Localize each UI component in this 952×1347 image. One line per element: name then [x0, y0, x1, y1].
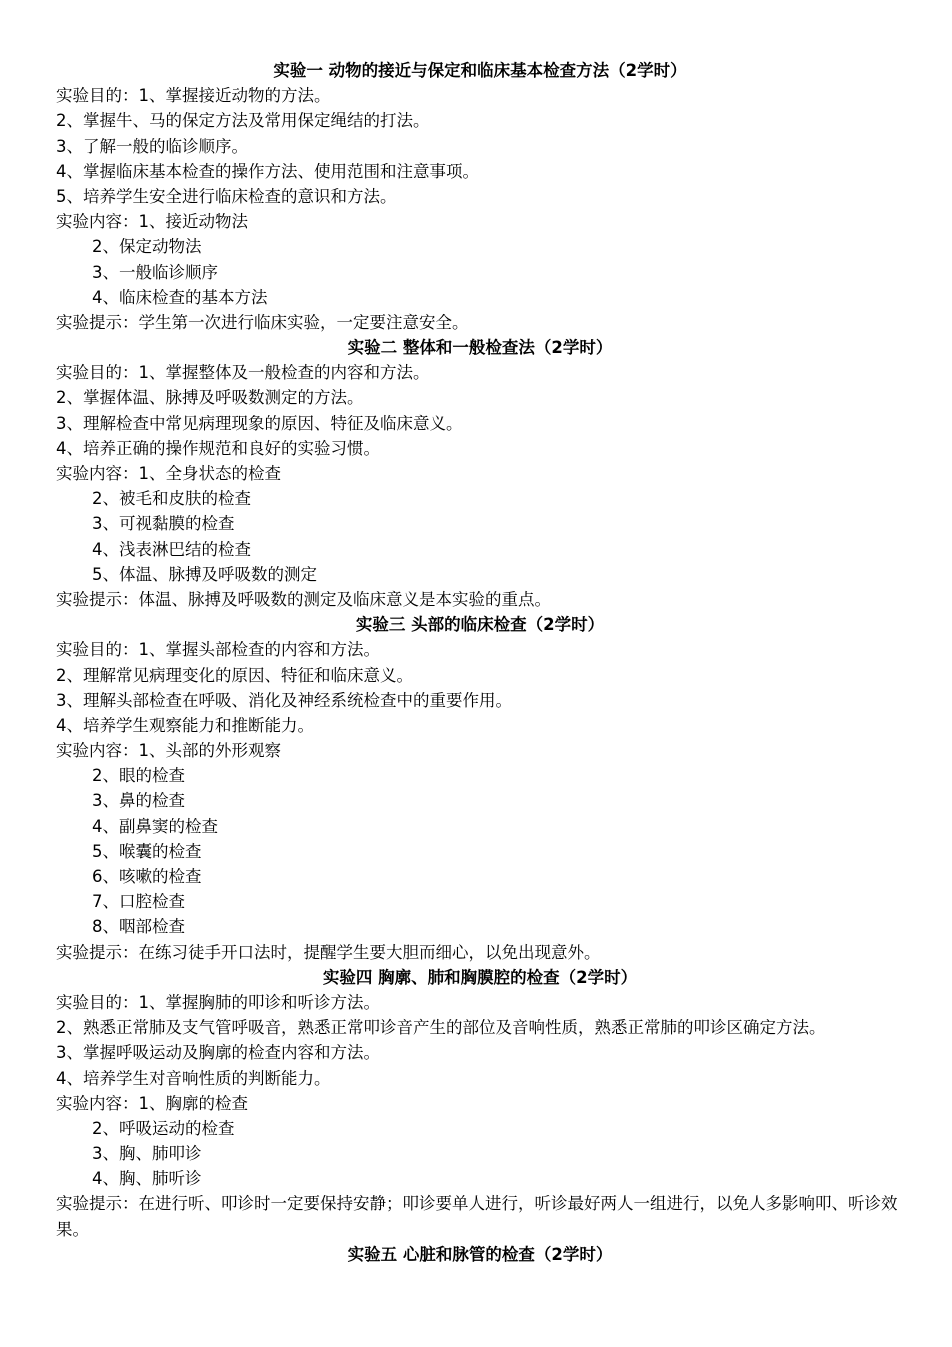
- experiment-2-content-5: 5、体温、脉搏及呼吸数的测定: [92, 564, 317, 584]
- experiment-1-content-1: 实验内容：1、接近动物法: [56, 212, 248, 232]
- experiment-1-content-3: 3、一般临诊顺序: [92, 262, 218, 282]
- experiment-1-tip: 实验提示：学生第一次进行临床实验，一定要注意安全。: [56, 312, 469, 332]
- experiment-1-content-2: 2、保定动物法: [92, 237, 202, 257]
- experiment-2-objective-3: 3、理解检查中常见病理现象的原因、特征及临床意义。: [56, 413, 463, 433]
- experiment-3-tip: 实验提示：在练习徒手开口法时，提醒学生要大胆而细心，以免出现意外。: [56, 942, 601, 962]
- experiment-1-objective-5: 5、培养学生安全进行临床检查的意识和方法。: [56, 186, 397, 206]
- document-page: [56, 58, 904, 1267]
- experiment-3-objective-4: 4、培养学生观察能力和推断能力。: [56, 715, 314, 735]
- experiment-4-content-4: 4、胸、肺听诊: [92, 1169, 202, 1189]
- experiment-2-objective-2: 2、掌握体温、脉搏及呼吸数测定的方法。: [56, 388, 364, 408]
- experiment-4-objective-1: 实验目的：1、掌握胸肺的叩诊和听诊方法。: [56, 992, 380, 1012]
- experiment-3-content-7: 7、口腔检查: [92, 892, 185, 912]
- experiment-3-content-3: 3、鼻的检查: [92, 791, 185, 811]
- experiment-1-objective-4: 4、掌握临床基本检查的操作方法、使用范围和注意事项。: [56, 161, 479, 181]
- experiment-1-objective-3: 3、了解一般的临诊顺序。: [56, 136, 248, 156]
- experiment-1-content-4: 4、临床检查的基本方法: [92, 287, 268, 307]
- experiment-3-objective-1: 实验目的：1、掌握头部检查的内容和方法。: [56, 640, 380, 660]
- experiment-4-title: 实验四 胸廓、肺和胸膜腔的检查（2学时）: [322, 967, 638, 987]
- experiment-4-content-1: 实验内容：1、胸廓的检查: [56, 1093, 248, 1113]
- experiment-3-content-1: 实验内容：1、头部的外形观察: [56, 741, 281, 761]
- experiment-2-objective-4: 4、培养正确的操作规范和良好的实验习惯。: [56, 438, 380, 458]
- experiment-2-objective-1: 实验目的：1、掌握整体及一般检查的内容和方法。: [56, 363, 430, 383]
- experiment-4-objective-4: 4、培养学生对音响性质的判断能力。: [56, 1068, 331, 1088]
- experiment-3-content-6: 6、咳嗽的检查: [92, 867, 202, 886]
- experiment-3-content-5: 5、喉囊的检查: [92, 841, 202, 861]
- experiment-2-content-1: 实验内容：1、全身状态的检查: [56, 464, 281, 483]
- experiment-2-content-3: 3、可视黏膜的检查: [92, 514, 235, 534]
- experiment-4-content-3: 3、胸、肺叩诊: [92, 1144, 202, 1164]
- experiment-1-objective-1: 实验目的：1、掌握接近动物的方法。: [56, 86, 331, 106]
- experiment-5-title: 实验五 心脏和脉管的检查（2学时）: [347, 1244, 613, 1264]
- experiment-1-title: 实验一 动物的接近与保定和临床基本检查方法（2学时）: [273, 61, 687, 80]
- experiment-3-content-4: 4、副鼻窦的检查: [92, 816, 218, 836]
- experiment-4-objective-2: 2、熟悉正常肺及支气管呼吸音，熟悉正常叩诊音产生的部位及音响性质，熟悉正常肺的叩诊区确定方法。: [56, 1018, 826, 1038]
- experiment-4-objective-3: 3、掌握呼吸运动及胸廓的检查内容和方法。: [56, 1043, 380, 1063]
- experiment-1-objective-2: 2、掌握牛、马的保定方法及常用保定绳结的打法。: [56, 111, 430, 131]
- experiment-2-title: 实验二 整体和一般检查法（2学时）: [347, 338, 613, 358]
- experiment-3-objective-2: 2、理解常见病理变化的原因、特征和临床意义。: [56, 665, 413, 685]
- experiment-3-content-8: 8、咽部检查: [92, 917, 185, 937]
- experiment-4-tip: 实验提示：在进行听、叩诊时一定要保持安静；叩诊要单人进行，听诊最好两人一组进行，以免人多影响叩、听诊效果。: [56, 1194, 898, 1239]
- experiment-2-content-4: 4、浅表淋巴结的检查: [92, 539, 251, 559]
- experiment-2-content-2: 2、被毛和皮肤的检查: [92, 489, 251, 509]
- experiment-3-title: 实验三 头部的临床检查（2学时）: [355, 615, 605, 635]
- experiment-4-content-2: 2、呼吸运动的检查: [92, 1118, 235, 1138]
- experiment-3-content-2: 2、眼的检查: [92, 766, 185, 786]
- experiment-2-tip: 实验提示：体温、脉搏及呼吸数的测定及临床意义是本实验的重点。: [56, 589, 551, 609]
- experiment-3-objective-3: 3、理解头部检查在呼吸、消化及神经系统检查中的重要作用。: [56, 690, 512, 710]
